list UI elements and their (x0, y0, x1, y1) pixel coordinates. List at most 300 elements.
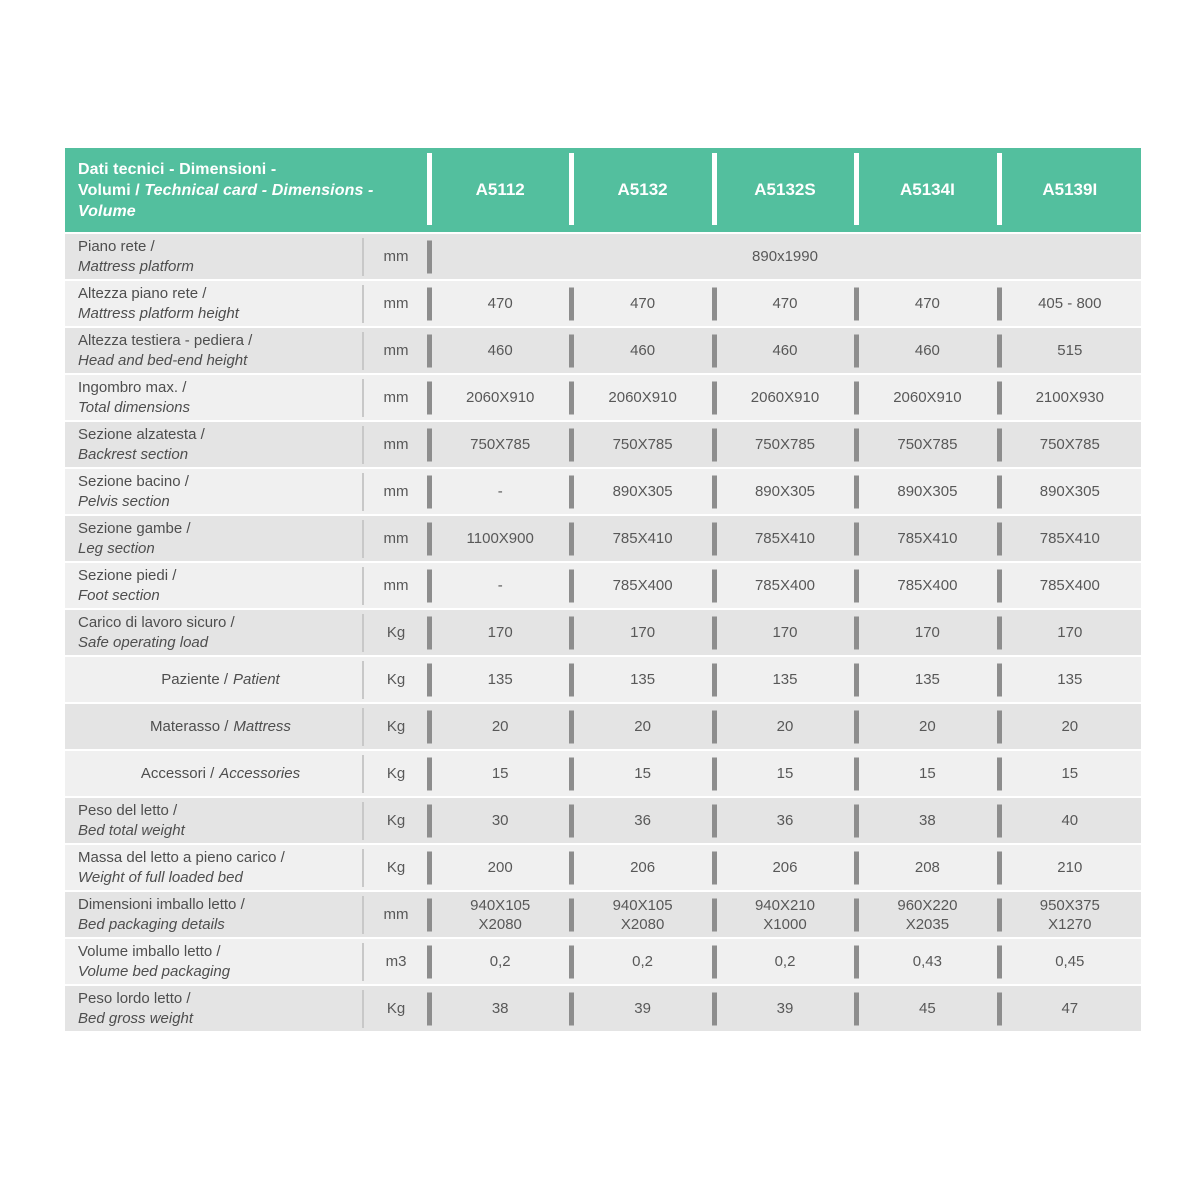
value-cell (999, 516, 1141, 561)
column-divider-bar (712, 851, 717, 884)
value-text: 20 (919, 718, 936, 735)
row-label-english: Weight of full loaded bed (78, 868, 243, 886)
row-label-english: Mattress platform height (78, 304, 239, 322)
value-text: 470 (772, 295, 798, 312)
value-text: 750X785 (470, 436, 531, 453)
model-name: A5112 (475, 180, 525, 199)
table-row (65, 704, 1141, 749)
column-divider-bar (427, 757, 432, 790)
model-name: A5134I (899, 180, 955, 199)
row-unit (363, 704, 429, 749)
row-label-english: Bed packaging details (78, 915, 225, 933)
value-cell (999, 281, 1141, 326)
row-label-italian: Peso lordo letto / (78, 989, 191, 1007)
row-label (65, 798, 363, 843)
row-unit-label: Kg (386, 859, 406, 876)
column-divider-bar (427, 381, 432, 414)
value-cell (571, 845, 713, 890)
row-unit-label: mm (383, 577, 409, 594)
value-cell (999, 375, 1141, 420)
column-divider-bar (569, 757, 574, 790)
column-divider-bar (854, 804, 859, 837)
row-label-english: Patient (233, 670, 280, 688)
value-cell (571, 657, 713, 702)
column-divider-bar (997, 475, 1002, 508)
row-label (65, 328, 363, 373)
unit-divider-line (362, 614, 364, 652)
value-cell (999, 986, 1141, 1031)
row-label-italian: Materasso / (150, 717, 229, 735)
value-text: 20 (634, 718, 651, 735)
column-divider-bar (854, 710, 859, 743)
value-cell (856, 986, 998, 1031)
column-divider-bar (854, 992, 859, 1025)
unit-divider-line (362, 849, 364, 887)
column-divider-bar (712, 522, 717, 555)
value-text: 515 (1057, 342, 1083, 359)
value-cell (999, 657, 1141, 702)
column-divider-bar (997, 334, 1002, 367)
value-cell (429, 563, 571, 608)
value-text: 785X400 (612, 577, 673, 594)
header-divider-bar (997, 153, 1002, 225)
value-text: 170 (1057, 624, 1083, 641)
row-label-english: Total dimensions (78, 398, 191, 416)
column-divider-bar (712, 710, 717, 743)
column-divider-bar (569, 898, 574, 931)
column-header-model-2 (571, 148, 713, 232)
model-name: A5139I (1042, 180, 1098, 199)
row-label-english: Foot section (78, 586, 160, 604)
value-text: 39 (776, 1000, 794, 1017)
column-divider-bar (569, 334, 574, 367)
value-cell (714, 986, 856, 1031)
value-text: 890X305 (1039, 483, 1100, 500)
value-cell (856, 281, 998, 326)
column-divider-bar (712, 757, 717, 790)
value-text: - (497, 577, 503, 594)
column-divider-bar (712, 992, 717, 1025)
row-label (65, 751, 363, 796)
column-divider-bar (712, 381, 717, 414)
value-cell (856, 422, 998, 467)
row-unit (363, 422, 429, 467)
value-cell (856, 751, 998, 796)
column-divider-bar (854, 898, 859, 931)
value-text: 15 (491, 765, 509, 782)
row-label-italian: Ingombro max. / (78, 378, 187, 396)
column-divider-bar (712, 287, 717, 320)
value-text: 2060X910 (750, 389, 820, 406)
column-header-model-5 (999, 148, 1141, 232)
header-divider-bar (569, 153, 574, 225)
value-text: X1270 (1048, 915, 1092, 933)
value-text: 20 (1061, 718, 1079, 735)
column-header-model-3 (714, 148, 856, 232)
table-row (65, 798, 1141, 843)
row-unit-label: Kg (386, 765, 406, 782)
unit-divider-line (362, 755, 364, 793)
table-row (65, 516, 1141, 561)
column-divider-bar (712, 945, 717, 978)
column-divider-bar (569, 522, 574, 555)
column-divider-bar (569, 569, 574, 602)
value-text: 940X105 (470, 896, 531, 914)
table-row (65, 234, 1141, 279)
value-text: 2100X930 (1035, 389, 1104, 406)
column-divider-bar (997, 569, 1002, 602)
row-unit (363, 516, 429, 561)
value-text: 785X410 (754, 530, 816, 547)
value-cell (714, 939, 856, 984)
row-unit-label: Kg (386, 812, 406, 829)
value-text: 890X305 (754, 483, 816, 500)
row-label-italian: Sezione gambe / (78, 519, 191, 537)
column-divider-bar (997, 898, 1002, 931)
value-cell (571, 469, 713, 514)
value-text: 460 (630, 342, 656, 359)
column-divider-bar (854, 851, 859, 884)
unit-divider-line (362, 567, 364, 605)
unit-divider-line (362, 661, 364, 699)
column-divider-bar (569, 381, 574, 414)
value-cell (714, 375, 856, 420)
technical-spec-table (65, 148, 1141, 1033)
row-unit (363, 563, 429, 608)
value-text: 45 (919, 1000, 936, 1017)
row-label-italian: Altezza piano rete / (78, 284, 207, 302)
column-divider-bar (427, 334, 432, 367)
value-cell (856, 328, 998, 373)
row-label (65, 563, 363, 608)
row-label (65, 516, 363, 561)
value-cell (571, 375, 713, 420)
column-divider-bar (712, 898, 717, 931)
value-cell (429, 939, 571, 984)
column-divider-bar (427, 992, 432, 1025)
value-cell (714, 516, 856, 561)
row-label (65, 234, 363, 279)
column-divider-bar (569, 475, 574, 508)
value-cell (571, 986, 713, 1031)
column-divider-bar (854, 522, 859, 555)
row-label-italian: Altezza testiera - pediera / (78, 331, 253, 349)
value-text: 15 (634, 765, 651, 782)
value-text: 20 (491, 718, 509, 735)
table-header (65, 148, 1141, 232)
value-cell (999, 704, 1141, 749)
column-divider-bar (997, 992, 1002, 1025)
column-divider-bar (854, 381, 859, 414)
value-text: 460 (772, 342, 798, 359)
title-line2-italic: Technical card - Dimensions - (144, 181, 374, 199)
row-label (65, 375, 363, 420)
row-unit (363, 469, 429, 514)
column-divider-bar (854, 475, 859, 508)
column-divider-bar (997, 616, 1002, 649)
value-cell (429, 328, 571, 373)
column-divider-bar (997, 851, 1002, 884)
row-label-italian: Peso del letto / (78, 801, 178, 819)
value-text: 960X220 (897, 896, 958, 914)
value-text: 785X400 (754, 577, 816, 594)
value-cell (571, 939, 713, 984)
value-text: 206 (772, 859, 798, 876)
column-divider-bar (427, 475, 432, 508)
row-unit (363, 234, 429, 279)
value-cell (714, 281, 856, 326)
value-cell (856, 469, 998, 514)
table-row (65, 610, 1141, 655)
column-divider-bar (712, 663, 717, 696)
row-label-italian: Sezione alzatesta / (78, 425, 205, 443)
value-cell (429, 422, 571, 467)
row-label-english: Bed total weight (78, 821, 185, 839)
row-label-english: Mattress platform (78, 257, 194, 275)
value-cell (429, 751, 571, 796)
column-divider-bar (427, 428, 432, 461)
value-text: 890X305 (612, 483, 673, 500)
value-text: 0,43 (912, 953, 942, 970)
value-cell (571, 610, 713, 655)
value-cell (429, 375, 571, 420)
row-label-english: Pelvis section (78, 492, 170, 510)
value-text: 785X410 (1039, 530, 1100, 547)
row-unit-label: Kg (386, 1000, 406, 1017)
unit-divider-line (362, 896, 364, 934)
table-row (65, 422, 1141, 467)
column-divider-bar (997, 381, 1002, 414)
column-divider-bar (854, 287, 859, 320)
value-text: 470 (914, 295, 940, 312)
value-cell (856, 704, 998, 749)
value-cell (429, 657, 571, 702)
row-label (65, 986, 363, 1031)
header-divider-bar (427, 153, 432, 225)
value-cell (999, 751, 1141, 796)
title-line1: Dati tecnici - Dimensioni - (78, 160, 277, 178)
value-text: 750X785 (612, 436, 673, 453)
row-unit-label: mm (383, 906, 409, 923)
value-cell (429, 516, 571, 561)
value-text: 940X105 (612, 896, 673, 914)
column-divider-bar (712, 428, 717, 461)
title-line3: Volume (78, 202, 136, 220)
row-unit (363, 281, 429, 326)
table-row (65, 328, 1141, 373)
column-divider-bar (997, 710, 1002, 743)
row-unit (363, 610, 429, 655)
row-unit (363, 939, 429, 984)
table-row (65, 657, 1141, 702)
value-text: 47 (1061, 1000, 1079, 1017)
row-unit-label: mm (383, 342, 409, 359)
column-divider-bar (712, 475, 717, 508)
table-row (65, 469, 1141, 514)
column-divider-bar (427, 240, 432, 273)
row-label-english: Volume bed packaging (78, 962, 231, 980)
column-divider-bar (569, 663, 574, 696)
unit-divider-line (362, 802, 364, 840)
value-text: 135 (487, 671, 513, 688)
row-label-italian: Paziente / (161, 670, 228, 688)
column-divider-bar (569, 710, 574, 743)
column-divider-bar (997, 945, 1002, 978)
column-divider-bar (427, 710, 432, 743)
column-divider-bar (854, 757, 859, 790)
row-unit-label: mm (383, 295, 409, 312)
row-label-italian: Dimensioni imballo letto / (78, 895, 245, 913)
column-divider-bar (997, 757, 1002, 790)
value-cell (571, 516, 713, 561)
column-divider-bar (427, 804, 432, 837)
value-cell (999, 845, 1141, 890)
column-divider-bar (854, 945, 859, 978)
value-text: 750X785 (754, 436, 816, 453)
column-divider-bar (712, 569, 717, 602)
row-unit-label: mm (383, 248, 409, 265)
value-cell (714, 892, 856, 937)
value-text: 36 (634, 812, 651, 829)
value-text: 460 (487, 342, 513, 359)
value-cell (429, 798, 571, 843)
table-row (65, 892, 1141, 937)
value-text: 785X400 (1039, 577, 1100, 594)
value-text: 785X400 (897, 577, 958, 594)
column-divider-bar (427, 569, 432, 602)
value-cell (714, 610, 856, 655)
unit-divider-line (362, 238, 364, 276)
value-text: 15 (1061, 765, 1079, 782)
value-text: 38 (491, 1000, 509, 1017)
value-cell (714, 563, 856, 608)
value-cell (714, 657, 856, 702)
table-row (65, 751, 1141, 796)
row-unit (363, 328, 429, 373)
value-text: 15 (776, 765, 794, 782)
value-text: X2035 (905, 915, 950, 933)
value-cell (429, 469, 571, 514)
value-text: 170 (914, 624, 940, 641)
unit-divider-line (362, 473, 364, 511)
model-name: A5132S (754, 180, 816, 199)
row-label-italian: Massa del letto a pieno carico / (78, 848, 285, 866)
value-text: 785X410 (897, 530, 958, 547)
row-label-italian: Piano rete / (78, 237, 155, 255)
row-label-italian: Sezione bacino / (78, 472, 189, 490)
value-cell (571, 798, 713, 843)
column-header-model-1 (429, 148, 571, 232)
row-label-english: Accessories (219, 764, 301, 782)
value-text: 135 (772, 671, 798, 688)
title-line2-regular: Volumi / (78, 181, 145, 199)
column-divider-bar (427, 851, 432, 884)
title-line2 (78, 180, 421, 201)
value-cell (999, 328, 1141, 373)
value-text: 206 (630, 859, 656, 876)
row-label-english: Leg section (78, 539, 155, 557)
table-row (65, 939, 1141, 984)
value-cell (714, 469, 856, 514)
unit-divider-line (362, 426, 364, 464)
column-divider-bar (569, 992, 574, 1025)
column-divider-bar (854, 428, 859, 461)
column-divider-bar (427, 663, 432, 696)
value-text: 785X410 (612, 530, 673, 547)
column-divider-bar (712, 804, 717, 837)
row-label (65, 845, 363, 890)
value-text: 460 (914, 342, 940, 359)
row-label (65, 704, 363, 749)
value-text: 2060X910 (893, 389, 962, 406)
value-cell (429, 892, 571, 937)
value-cell (856, 516, 998, 561)
value-cell (856, 845, 998, 890)
value-text: 940X210 (754, 896, 816, 914)
value-cell (571, 563, 713, 608)
value-text: 0,2 (774, 953, 796, 970)
value-text: X1000 (763, 915, 807, 933)
value-text: 470 (487, 295, 513, 312)
row-unit (363, 845, 429, 890)
value-text: 135 (1057, 671, 1083, 688)
column-divider-bar (569, 428, 574, 461)
header-divider-bar (854, 153, 859, 225)
unit-divider-line (362, 332, 364, 370)
column-divider-bar (569, 287, 574, 320)
value-cell (856, 375, 998, 420)
column-divider-bar (569, 945, 574, 978)
value-cell (999, 563, 1141, 608)
row-label-italian: Sezione piedi / (78, 566, 177, 584)
column-divider-bar (854, 334, 859, 367)
value-cell (429, 281, 571, 326)
unit-divider-line (362, 285, 364, 323)
model-name: A5132 (617, 180, 668, 199)
row-label (65, 422, 363, 467)
column-divider-bar (997, 522, 1002, 555)
value-text: 470 (630, 295, 656, 312)
value-cell (714, 845, 856, 890)
value-cell (571, 704, 713, 749)
value-cell (999, 798, 1141, 843)
value-cell (429, 845, 571, 890)
table-row (65, 845, 1141, 890)
value-cell (856, 798, 998, 843)
row-label-italian: Accessori / (140, 764, 215, 782)
row-label-english: Backrest section (78, 445, 189, 463)
value-text: 1100X900 (466, 530, 534, 547)
row-label-english: Mattress (233, 717, 291, 735)
value-cell (714, 798, 856, 843)
value-cell (856, 939, 998, 984)
value-text: 208 (914, 859, 940, 876)
unit-divider-line (362, 708, 364, 746)
column-divider-bar (569, 851, 574, 884)
value-text: X2080 (478, 915, 522, 933)
value-cell (571, 328, 713, 373)
value-text: 40 (1061, 812, 1079, 829)
row-label (65, 657, 363, 702)
value-cell (429, 610, 571, 655)
table-row (65, 563, 1141, 608)
value-text: 30 (491, 812, 509, 829)
table-row (65, 986, 1141, 1031)
column-header-model-4 (856, 148, 998, 232)
value-cell (714, 704, 856, 749)
value-text: 750X785 (897, 436, 958, 453)
unit-divider-line (362, 943, 364, 981)
